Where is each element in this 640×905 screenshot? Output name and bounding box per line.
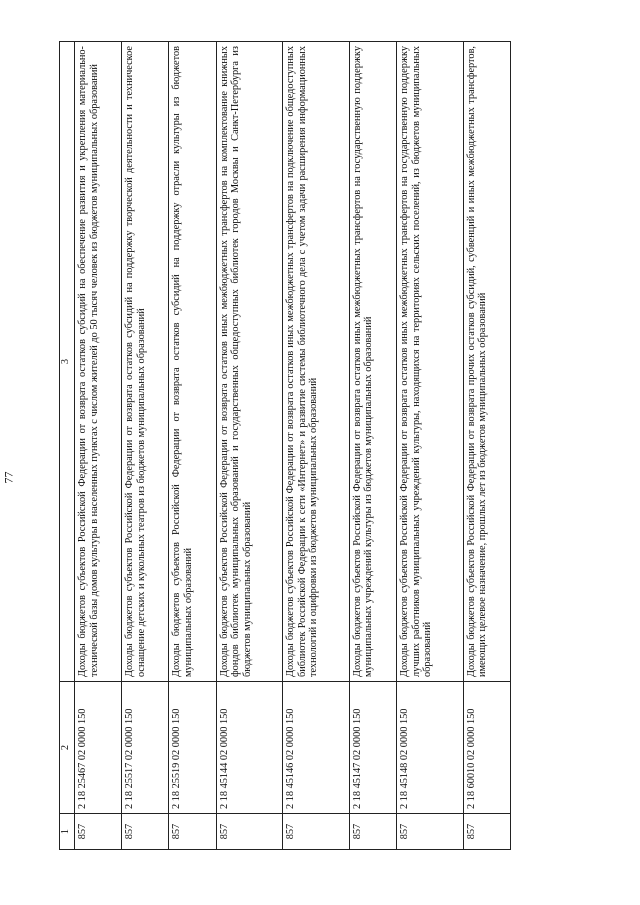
- budget-code-cell: 2 18 45148 02 0000 150: [397, 682, 464, 814]
- table-row: [349, 42, 396, 850]
- budget-code-cell: 2 18 60010 02 0000 150: [463, 682, 510, 814]
- description-cell: Доходы бюджетов субъектов Российской Федерации от возврата остатков субсидий на поддержку творческой деятельности и техническое оснащение детских и кукольных театров из бюджетов муниципальных образований: [122, 42, 169, 682]
- table-row: [169, 42, 216, 850]
- budget-code-cell: 2 18 25517 02 0000 150: [122, 682, 169, 814]
- budget-code-cell: 2 18 45147 02 0000 150: [349, 682, 396, 814]
- admin-code-cell: 857: [169, 814, 216, 850]
- page-number: 77: [1, 471, 16, 484]
- admin-code-cell: 857: [463, 814, 510, 850]
- description-cell: Доходы бюджетов субъектов Российской Федерации от возврата остатков иных межбюджетных трансфертов на государственную поддержку муниципальных учреждений культуры из бюджетов муниципальных образований: [349, 42, 396, 682]
- description-cell: Доходы бюджетов субъектов Российской Федерации от возврата прочих остатков субсидий, субвенций и иных межбюджетных трансфертов, имеющих целевое назначение, прошлых лет из бюджетов муниципальных образований: [463, 42, 510, 682]
- table-row: [216, 42, 283, 850]
- admin-code-cell: 857: [75, 814, 122, 850]
- table-header-row: [60, 42, 75, 850]
- description-cell: Доходы бюджетов субъектов Российской Федерации от возврата остатков субсидий на поддержку отрасли культуры из бюджетов муниципальных образований: [169, 42, 216, 682]
- table-row: [283, 42, 350, 850]
- table-row: [397, 42, 464, 850]
- table-row: [75, 42, 122, 850]
- table-row: [122, 42, 169, 850]
- budget-code-cell: 2 18 25519 02 0000 150: [169, 682, 216, 814]
- table-row: [463, 42, 510, 850]
- budget-code-cell: 2 18 45144 02 0000 150: [216, 682, 283, 814]
- column-header-2: 2: [60, 682, 75, 814]
- column-header-1: 1: [60, 814, 75, 850]
- admin-code-cell: 857: [349, 814, 396, 850]
- description-cell: Доходы бюджетов субъектов Российской Федерации от возврата остатков иных межбюджетных трансфертов на государственную поддержку лучших работников муниципальных учреждений культуры, находящихся на территориях сельских поселений, из бюджетов муниципальных образований: [397, 42, 464, 682]
- admin-code-cell: 857: [122, 814, 169, 850]
- admin-code-cell: 857: [283, 814, 350, 850]
- admin-code-cell: 857: [397, 814, 464, 850]
- budget-code-cell: 2 18 25467 02 0000 150: [75, 682, 122, 814]
- description-cell: Доходы бюджетов субъектов Российской Федерации от возврата остатков иных межбюджетных трансфертов на комплектование книжных фондов библиотек муниципальных образований и государственных общедоступных библиотек городов Москвы и Санкт-Петербурга из бюджетов муниципальных образований: [216, 42, 283, 682]
- revenue-codes-table: [59, 41, 511, 850]
- revenue-codes-table-container: [59, 42, 511, 850]
- description-cell: Доходы бюджетов субъектов Российской Федерации от возврата остатков иных межбюджетных трансфертов на подключение общедоступных библиотек Российской Федерации к сети «Интернет» и развитие системы библиотечного дела с учетом задачи расширения информационных технологий и оцифровки из бюджетов муниципальных образований: [283, 42, 350, 682]
- description-cell: Доходы бюджетов субъектов Российской Федерации от возврата остатков субсидий на обеспечение развития и укрепления материально-технической базы домов культуры в населенных пунктах с числом жителей до 50 тысяч человек из бюджетов муниципальных образований: [75, 42, 122, 682]
- budget-code-cell: 2 18 45146 02 0000 150: [283, 682, 350, 814]
- column-header-3: 3: [60, 42, 75, 682]
- admin-code-cell: 857: [216, 814, 283, 850]
